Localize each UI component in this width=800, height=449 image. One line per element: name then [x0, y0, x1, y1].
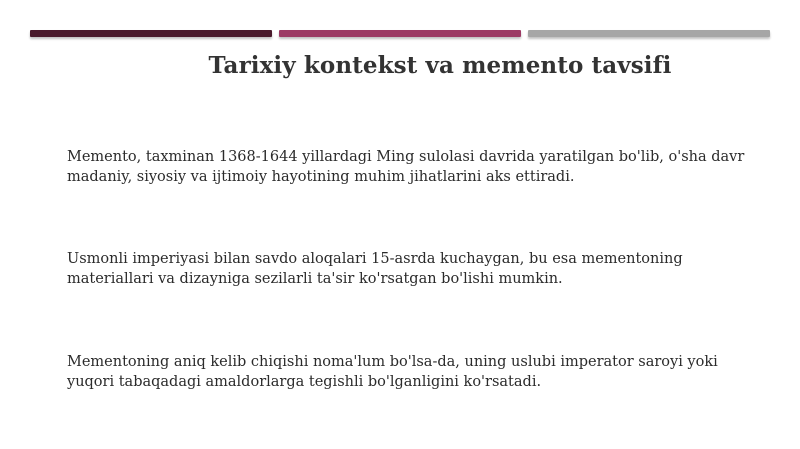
- accent-bar-magenta: [279, 30, 521, 37]
- accent-bar-dark: [30, 30, 272, 37]
- paragraph-3: Mementoning aniq kelib chiqishi noma'lum bo'lsa-da, uning uslubi imperator saroyi yoki yuqori tabaqadagi amaldorlarga tegishli bo'lganligini ko'rsatadi.: [67, 354, 718, 390]
- slide-title: Tarixiy kontekst va memento tavsifi: [208, 52, 672, 79]
- paragraph-2: Usmonli imperiyasi bilan savdo aloqalari 15-asrda kuchaygan, bu esa mementoning materiallari va dizayniga sezilarli ta'sir ko'rsatgan bo'lishi mumkin.: [67, 251, 683, 287]
- accent-bar-gray: [528, 30, 770, 37]
- paragraph-1: Memento, taxminan 1368-1644 yillardagi Ming sulolasi davrida yaratilgan bo'lib, o'sha davr madaniy, siyosiy va ijtimoiy hayotining muhim jihatlarini aks ettiradi.: [67, 149, 745, 185]
